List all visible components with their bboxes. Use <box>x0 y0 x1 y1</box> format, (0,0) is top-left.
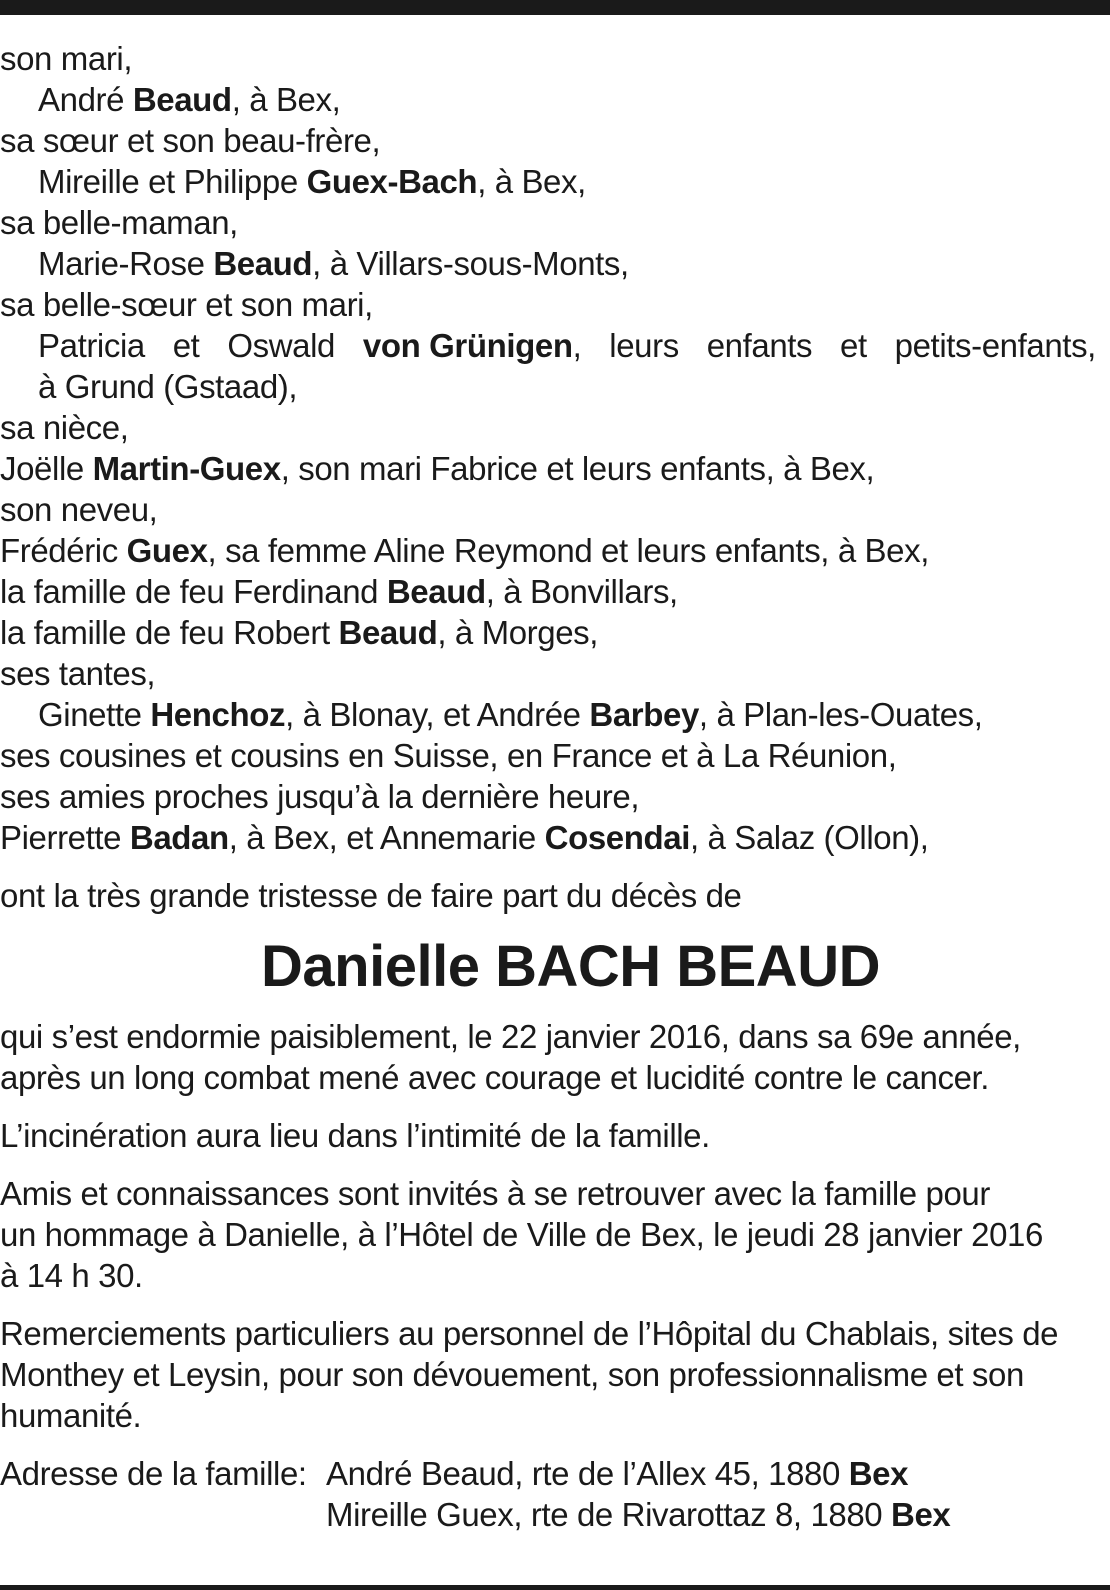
address-line: Adresse de la famille: André Beaud, rte de l’Allex 45, 1880 Bex <box>0 1455 909 1492</box>
family-member: la famille de feu Ferdinand Beaud, à Bonvillars, <box>0 573 678 610</box>
text-line: après un long combat mené avec courage et lucidité contre le cancer. <box>0 1059 990 1096</box>
address-label: Adresse de la famille: <box>0 1455 307 1492</box>
family-member-justified: Patricia et Oswald von Grünigen, leurs enfants et petits-enfants, <box>38 327 1096 364</box>
text-line: à 14 h 30. <box>0 1257 143 1294</box>
relation-line: sa belle-maman, <box>0 204 238 241</box>
family-member: Ginette Henchoz, à Blonay, et Andrée Barbey, à Plan-les-Ouates, <box>38 696 983 733</box>
family-member: Pierrette Badan, à Bex, et Annemarie Cosendai, à Salaz (Ollon), <box>0 819 929 856</box>
relation-line: sa sœur et son beau-frère, <box>0 122 381 159</box>
family-member: André Beaud, à Bex, <box>38 81 341 118</box>
relation-line: sa nièce, <box>0 409 129 446</box>
relation-line: son neveu, <box>0 491 158 528</box>
announcement-text: ont la très grande tristesse de faire part du décès de <box>0 877 742 914</box>
family-member-continuation: à Grund (Gstaad), <box>38 368 298 405</box>
family-member: Mireille et Philippe Guex-Bach, à Bex, <box>38 163 586 200</box>
top-border-rule <box>0 0 1110 15</box>
address-label-spacer <box>0 1494 326 1535</box>
family-member: Joëlle Martin-Guex, son mari Fabrice et leurs enfants, à Bex, <box>0 450 875 487</box>
family-member: la famille de feu Robert Beaud, à Morges, <box>0 614 599 651</box>
deceased-name: Danielle BACH BEAUD <box>261 934 880 999</box>
family-address <box>0 1453 1096 1535</box>
obituary-notice <box>0 38 1096 1535</box>
relation-line: ses cousines et cousins en Suisse, en France et à La Réunion, <box>0 737 897 774</box>
text-line: un hommage à Danielle, à l’Hôtel de Ville de Bex, le jeudi 28 janvier 2016 <box>0 1216 1043 1253</box>
family-member: Marie-Rose Beaud, à Villars-sous-Monts, <box>38 245 629 282</box>
bottom-border-rule <box>0 1585 1110 1590</box>
text-line: qui s’est endormie paisiblement, le 22 janvier 2016, dans sa 69e année, <box>0 1018 1021 1055</box>
relation-line: ses tantes, <box>0 655 156 692</box>
cremation-paragraph: L’incinération aura lieu dans l’intimité de la famille. <box>0 1117 710 1154</box>
text-line: Monthey et Leysin, pour son dévouement, son professionnalisme et son <box>0 1356 1024 1393</box>
family-list <box>0 38 1096 858</box>
text-line: Amis et connaissances sont invités à se retrouver avec la famille pour <box>0 1175 990 1212</box>
relation-line: ses amies proches jusqu’à la dernière heure, <box>0 778 640 815</box>
thanks-paragraph <box>0 1313 1096 1436</box>
relation-line: son mari, <box>0 40 133 77</box>
text-line: humanité. <box>0 1397 142 1434</box>
family-member: Frédéric Guex, sa femme Aline Reymond et leurs enfants, à Bex, <box>0 532 929 569</box>
gathering-paragraph <box>0 1173 1096 1296</box>
passing-paragraph <box>0 1016 1096 1098</box>
relation-line: sa belle-sœur et son mari, <box>0 286 373 323</box>
text-line: Remerciements particuliers au personnel de l’Hôpital du Chablais, sites de <box>0 1315 1059 1352</box>
address-line: Mireille Guex, rte de Rivarottaz 8, 1880 Bex <box>0 1494 1096 1535</box>
